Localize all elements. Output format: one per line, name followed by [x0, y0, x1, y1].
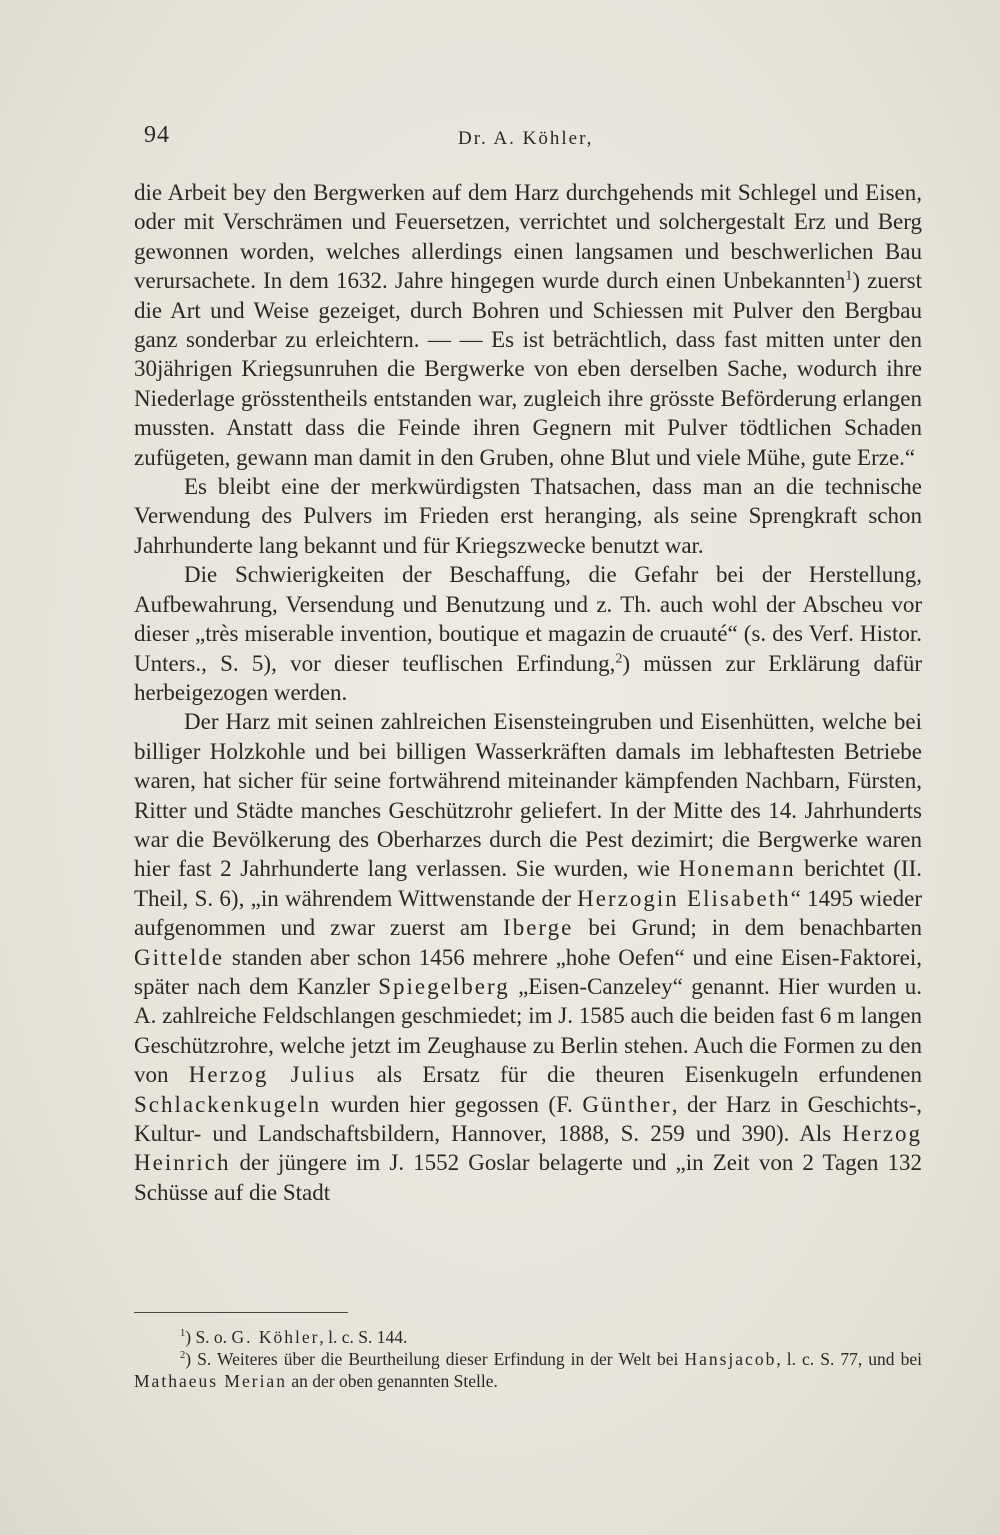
paragraph-4-part: der jüngere im J. 1552 Goslar belagerte und „in Zeit von 2 Tagen 132 Schüsse auf die Stadt: [134, 1150, 922, 1205]
footnote-ref-2: 2: [615, 649, 623, 665]
footnote-mark-2: 2: [180, 1350, 186, 1362]
name-elisabeth: Herzogin Elisabeth: [577, 885, 791, 911]
paragraph-4-part: „Eisen-Canzeley“ genannt. Hier wurden u. A. zahlreiche Feldschlangen geschmiedet; im J. 1585 auch die beiden fast 6 m langen Geschützrohre, welche jetzt im Zeughause zu Berlin stehen. Auch die Formen zu den von: [134, 973, 922, 1088]
paragraph-4-part: “ 1495 wieder aufgenommen und zwar zuerst am: [134, 885, 922, 941]
paragraph-4-part: standen aber schon 1456 mehrere „hohe Oefen“ und eine Eisen-Faktorei, später nach dem Kanzler: [134, 944, 922, 999]
name-herzog-heinrich: Herzog Heinrich: [134, 1121, 922, 1176]
name-honemann: Honemann: [678, 856, 796, 882]
footnote-ref-1: 1: [845, 267, 853, 283]
paragraph-4-part: bei Grund; in dem benachbarten: [573, 915, 922, 941]
footnote-1-part: , l. c. S. 144.: [319, 1327, 408, 1347]
paragraph-1-text: die Arbeit bey den Bergwerken auf dem Harz durchgehends mit Schlegel und Eisen, oder mit Verschrämen und Feuersetzen, verrichtet und solchergestalt Erz und Berg gewonnen worden, welches allerdings einen langsamen und beschwerlichen Bau verursachete. In dem 1632. Jahre hingegen wurde durch einen Unbekannten: [134, 180, 922, 294]
paragraph-2: Es bleibt eine der merkwürdigsten Thatsachen, dass man an die technische Verwendung des Pulvers im Frieden erst heranging, als seine Sprengkraft schon Jahrhunderte lang bekannt und für Kriegszwecke benutzt war.: [134, 474, 922, 558]
name-hansjacob: Hansjacob: [684, 1349, 777, 1369]
paragraph-1-continued: ) zuerst die Art und Weise gezeiget, durch Bohren und Schiessen mit Pulver den Bergbau ganz sonderbar zu erleichtern. — — Es ist beträchtlich, dass fast mitten unter den 30jährigen Kriegsunruhen die Bergwerke von eben derselben Sache, wodurch ihre Niederlage grösstentheils entstanden war, zugleich ihre grösste Beförderung erlangen mussten. Anstatt dass die Feinde ihren Gegnern mit Pulver tödtlichen Schaden zufügeten, gewann man damit in den Gruben, ohne Blut und viele Mühe, gute Erze.“: [134, 268, 922, 470]
paragraph-4-part: wurden hier gegossen (F.: [321, 1091, 583, 1117]
body-text: [134, 178, 922, 1207]
paragraph-4-part: berichtet (II. Theil, S. 6), „in währendem Wittwenstande der: [134, 856, 922, 911]
paragraph-4-part: , der Harz in Geschichts-, Kultur- und Landschaftsbildern, Hannover, 1888, S. 259 und 390). Als: [134, 1091, 922, 1146]
term-schlackenkugeln: Schlackenkugeln: [134, 1091, 322, 1117]
footnote-2-part: an der oben genannten Stelle.: [286, 1371, 498, 1391]
footnote-2-part: ) S. Weiteres über die Beurtheilung dieser Erfindung in der Welt bei: [185, 1349, 685, 1369]
paragraph-3-continued: ) müssen zur Erklärung dafür herbeigezogen werden.: [134, 650, 922, 705]
page-header: [140, 122, 920, 152]
paragraph-3: [134, 560, 922, 707]
running-head: Dr. A. Köhler,: [458, 128, 594, 149]
place-iberge: Iberge: [503, 915, 574, 941]
footnote-2: [134, 1348, 922, 1392]
paragraph-3-text: Die Schwierigkeiten der Beschaffung, die Gefahr bei der Herstellung, Aufbewahrung, Versendung und Benutzung und z. Th. auch wohl der Abscheu vor dieser „très miserable invention, boutique et magazin de cruauté“ (s. des Verf. Histor. Unters., S. 5), vor dieser teuflischen Erfindung,: [134, 562, 922, 676]
paragraph-1: [134, 178, 922, 472]
page-number: 94: [144, 122, 170, 148]
footnote-divider: [134, 1312, 348, 1313]
name-guenther: Günther: [582, 1091, 672, 1117]
footnote-1-part: ) S. o.: [185, 1327, 232, 1347]
paragraph-4-part: Der Harz mit seinen zahlreichen Eisensteingruben und Eisenhütten, welche bei billiger Holzkohle und bei billigen Wasserkräften damals im lebhaftesten Betriebe waren, hat sicher für seine fortwährend miteinander kämpfenden Nachbarn, Fürsten, Ritter und Städte manches Geschützrohr geliefert. In der Mitte des 14. Jahrhunderts war die Bevölkerung des Oberharzes durch die Pest dezimirt; die Bergwerke waren hier fast 2 Jahrhunderte lang verlassen. Sie wurden, wie: [134, 709, 922, 882]
name-herzog-julius: Herzog Julius: [188, 1062, 357, 1088]
name-spiegelberg: Spiegelberg: [378, 973, 510, 999]
footnote-1: [134, 1326, 922, 1348]
paragraph-4: [134, 707, 922, 1207]
footnote-mark-1: 1: [180, 1328, 186, 1340]
footnotes: [134, 1326, 922, 1392]
paragraph-4-part: als Ersatz für die theuren Eisenkugeln erfundenen: [356, 1062, 923, 1088]
name-g-koehler: G. Köhler: [231, 1327, 320, 1347]
place-gittelde: Gittelde: [134, 944, 225, 970]
name-merian: Mathaeus Merian: [134, 1371, 287, 1391]
footnote-2-part: , l. c. S. 77, und bei: [776, 1349, 922, 1369]
